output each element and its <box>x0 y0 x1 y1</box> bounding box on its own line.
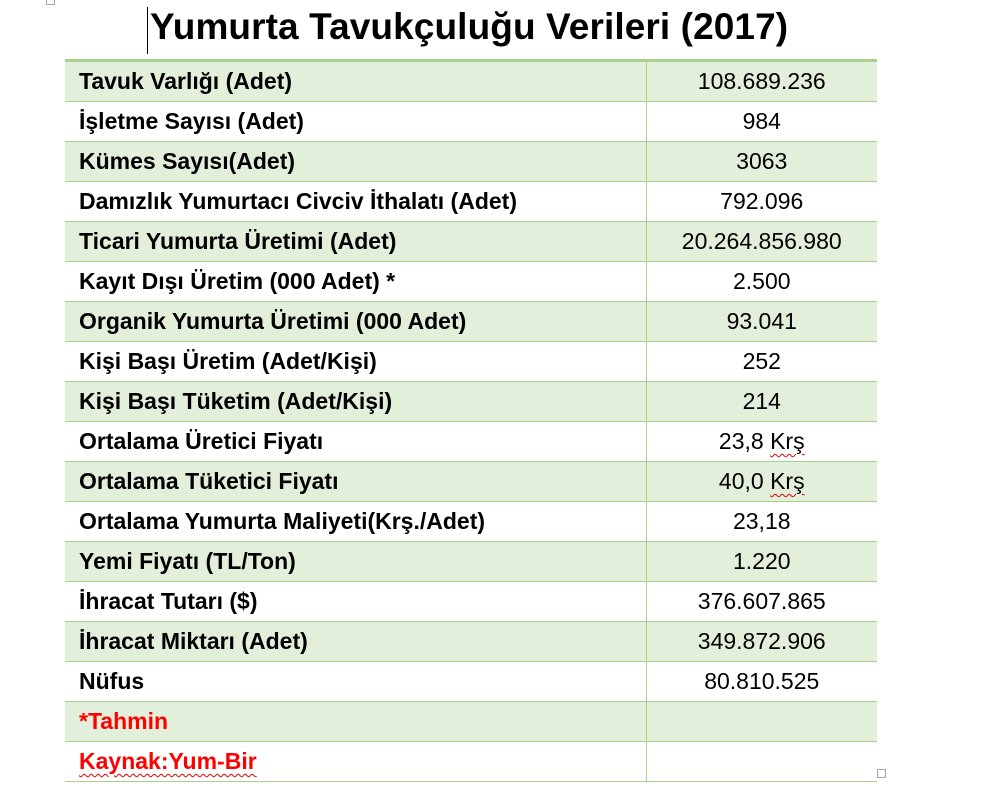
row-value: 80.810.525 <box>646 662 877 702</box>
table-row <box>65 582 877 622</box>
table-row <box>65 382 877 422</box>
table-row <box>65 222 877 262</box>
table-move-handle[interactable] <box>46 0 55 5</box>
row-value <box>646 422 877 462</box>
table-row <box>65 502 877 542</box>
source-label: Kaynak:Yum-Bir <box>79 748 257 774</box>
table-row <box>65 622 877 662</box>
row-value: 2.500 <box>646 262 877 302</box>
source-text <box>65 742 646 782</box>
row-value: 349.872.906 <box>646 622 877 662</box>
row-value: 93.041 <box>646 302 877 342</box>
empty-cell <box>646 742 877 782</box>
row-label: Yemi Fiyatı (TL/Ton) <box>65 542 646 582</box>
document-title: Yumurta Tavukçuluğu Verileri (2017) <box>150 6 789 47</box>
table-row <box>65 422 877 462</box>
footnote-text: *Tahmin <box>65 702 646 742</box>
row-value <box>646 462 877 502</box>
row-label: Tavuk Varlığı (Adet) <box>65 61 646 102</box>
row-value: 3063 <box>646 142 877 182</box>
row-label: İşletme Sayısı (Adet) <box>65 102 646 142</box>
row-label: Kişi Başı Tüketim (Adet/Kişi) <box>65 382 646 422</box>
row-value: 1.220 <box>646 542 877 582</box>
table-row <box>65 462 877 502</box>
table-row <box>65 302 877 342</box>
row-label: Organik Yumurta Üretimi (000 Adet) <box>65 302 646 342</box>
row-label: Nüfus <box>65 662 646 702</box>
row-value: 984 <box>646 102 877 142</box>
table-row <box>65 182 877 222</box>
footnote-row <box>65 702 877 742</box>
table-row <box>65 61 877 102</box>
table-row <box>65 542 877 582</box>
row-value: 20.264.856.980 <box>646 222 877 262</box>
value-unit: Krş <box>770 428 805 454</box>
row-label: İhracat Tutarı ($) <box>65 582 646 622</box>
row-value: 252 <box>646 342 877 382</box>
row-label: Kişi Başı Üretim (Adet/Kişi) <box>65 342 646 382</box>
table-row <box>65 102 877 142</box>
table-row <box>65 662 877 702</box>
row-label: Damızlık Yumurtacı Civciv İthalatı (Adet) <box>65 182 646 222</box>
row-value: 23,18 <box>646 502 877 542</box>
value-number: 23,8 <box>718 428 764 454</box>
value-unit: Krş <box>770 468 805 494</box>
row-label: Ortalama Yumurta Maliyeti(Krş./Adet) <box>65 502 646 542</box>
row-value: 108.689.236 <box>646 61 877 102</box>
text-cursor <box>147 7 148 54</box>
empty-cell <box>646 702 877 742</box>
row-value: 214 <box>646 382 877 422</box>
row-label: İhracat Miktarı (Adet) <box>65 622 646 662</box>
source-row <box>65 742 877 782</box>
row-label: Ticari Yumurta Üretimi (Adet) <box>65 222 646 262</box>
row-value: 792.096 <box>646 182 877 222</box>
table-row <box>65 142 877 182</box>
table-row <box>65 262 877 302</box>
table-row <box>65 342 877 382</box>
value-number: 40,0 <box>718 468 764 494</box>
row-label: Kümes Sayısı(Adet) <box>65 142 646 182</box>
table-resize-handle[interactable] <box>877 769 886 778</box>
row-label: Kayıt Dışı Üretim (000 Adet) * <box>65 262 646 302</box>
row-value: 376.607.865 <box>646 582 877 622</box>
data-table <box>65 59 877 782</box>
row-label: Ortalama Üretici Fiyatı <box>65 422 646 462</box>
row-label: Ortalama Tüketici Fiyatı <box>65 462 646 502</box>
